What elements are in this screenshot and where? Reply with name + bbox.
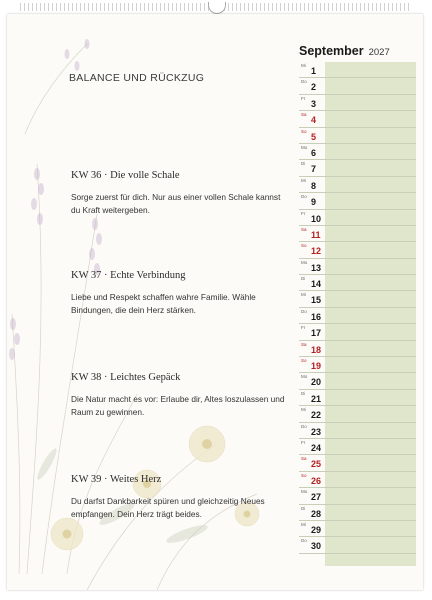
weekday-label: Mi xyxy=(301,177,306,183)
weekday-label: Do xyxy=(301,308,307,314)
day-number: 5 xyxy=(311,131,317,142)
day-number: 16 xyxy=(311,311,322,322)
day-row xyxy=(299,144,416,160)
day-number: 4 xyxy=(311,115,317,126)
day-number: 20 xyxy=(311,377,322,388)
weekday-label: Di xyxy=(301,505,306,511)
day-number: 14 xyxy=(311,279,322,290)
day-number: 13 xyxy=(311,262,322,273)
page-heading: BALANCE UND RÜCKZUG xyxy=(69,72,205,84)
calendar-page xyxy=(7,14,423,590)
day-number: 17 xyxy=(311,328,322,339)
weekday-label: Mi xyxy=(301,63,306,68)
day-number: 26 xyxy=(311,475,322,486)
weekday-label: Do xyxy=(301,423,307,429)
day-row xyxy=(299,210,416,226)
day-row xyxy=(299,357,416,373)
day-number: 6 xyxy=(311,147,317,158)
week-text: Liebe und Respekt schaffen wahre Familie. Wähle Bindungen, die dein Herz stärken. xyxy=(71,292,256,315)
weekday-label: Fr xyxy=(301,210,306,216)
day-number: 7 xyxy=(311,164,317,175)
day-number: 1 xyxy=(311,66,317,76)
weekday-label: Mi xyxy=(301,521,306,527)
weekday-label: Fr xyxy=(301,439,306,445)
weekday-label: Di xyxy=(301,390,306,396)
weekday-label: Mi xyxy=(301,292,306,298)
day-row xyxy=(299,324,416,340)
weekday-label: Fr xyxy=(301,325,306,331)
day-row xyxy=(299,521,416,537)
day-row xyxy=(299,291,416,307)
day-row xyxy=(299,423,416,439)
binding-rings xyxy=(20,3,412,11)
day-number: 8 xyxy=(311,180,317,191)
day-number: 21 xyxy=(311,393,322,404)
day-row xyxy=(299,373,416,389)
day-row xyxy=(299,308,416,324)
day-number: 25 xyxy=(311,459,322,470)
week-title: KW 39 · Weites Herz xyxy=(71,474,162,485)
weekday-label: Sa xyxy=(301,456,307,462)
day-row xyxy=(299,62,416,78)
day-list xyxy=(299,62,416,554)
weekday-label: Do xyxy=(301,79,307,85)
day-row xyxy=(299,455,416,471)
weekday-label: Mo xyxy=(301,259,308,265)
day-row xyxy=(299,341,416,357)
weekday-label: Do xyxy=(301,538,307,544)
day-number: 24 xyxy=(311,442,322,453)
week-block-36 xyxy=(71,170,286,217)
week-text: Du darfst Dankbarkeit spüren und gleichzeitig Neues empfangen. Dein Herz trägt beides. xyxy=(71,496,265,519)
day-row xyxy=(299,226,416,242)
day-number: 23 xyxy=(311,426,322,437)
week-block-39 xyxy=(71,474,286,521)
day-number: 10 xyxy=(311,213,322,224)
weekday-label: Di xyxy=(301,161,306,167)
weekday-label: Sa xyxy=(301,226,307,232)
day-number: 3 xyxy=(311,98,317,109)
day-number: 19 xyxy=(311,361,322,372)
month-name: September xyxy=(299,44,364,58)
weekday-label: Mo xyxy=(301,489,308,495)
weekday-label: So xyxy=(301,472,307,478)
week-title: KW 37 · Echte Verbindung xyxy=(71,270,186,281)
weekday-label: Sa xyxy=(301,341,307,347)
day-number: 11 xyxy=(311,229,321,240)
day-row xyxy=(299,488,416,504)
hanger-hook xyxy=(208,2,226,14)
weekday-label: Do xyxy=(301,194,307,200)
day-number: 2 xyxy=(311,82,317,93)
weekday-label: Fr xyxy=(301,95,306,101)
week-title: KW 36 · Die volle Schale xyxy=(71,170,180,181)
month-header xyxy=(299,44,423,62)
week-block-38 xyxy=(71,372,286,419)
day-number: 30 xyxy=(311,541,322,552)
day-number: 27 xyxy=(311,492,322,503)
day-row xyxy=(299,505,416,521)
day-row xyxy=(299,111,416,127)
day-number: 18 xyxy=(311,344,322,355)
day-row xyxy=(299,193,416,209)
day-row xyxy=(299,177,416,193)
day-row xyxy=(299,472,416,488)
day-row xyxy=(299,439,416,455)
day-number: 28 xyxy=(311,508,322,519)
day-number: 9 xyxy=(311,197,317,208)
day-row xyxy=(299,537,416,553)
day-number: 29 xyxy=(311,524,322,535)
day-row xyxy=(299,95,416,111)
week-block-37 xyxy=(71,270,286,317)
day-row xyxy=(299,406,416,422)
week-title: KW 38 · Leichtes Gepäck xyxy=(71,372,181,383)
day-row xyxy=(299,242,416,258)
day-row xyxy=(299,259,416,275)
day-number: 15 xyxy=(311,295,322,306)
weekday-label: So xyxy=(301,243,307,249)
day-row xyxy=(299,78,416,94)
day-row xyxy=(299,390,416,406)
weekday-label: Mo xyxy=(301,374,308,380)
day-row xyxy=(299,128,416,144)
day-row xyxy=(299,160,416,176)
weekday-label: So xyxy=(301,128,307,134)
week-text: Die Natur macht es vor: Erlaube dir, Altes loszulassen und Raum zu gewinnen. xyxy=(71,394,285,417)
year-label: 2027 xyxy=(368,47,390,58)
day-row xyxy=(299,275,416,291)
week-text: Sorge zuerst für dich. Nur aus einer vollen Schale kannst du Kraft weitergeben. xyxy=(71,192,281,215)
weekday-label: So xyxy=(301,358,307,364)
weekday-label: Sa xyxy=(301,112,307,118)
day-number: 12 xyxy=(311,246,322,257)
weekday-label: Di xyxy=(301,276,306,282)
weekday-label: Mo xyxy=(301,144,308,150)
day-number: 22 xyxy=(311,410,322,421)
weekday-label: Mi xyxy=(301,407,306,413)
